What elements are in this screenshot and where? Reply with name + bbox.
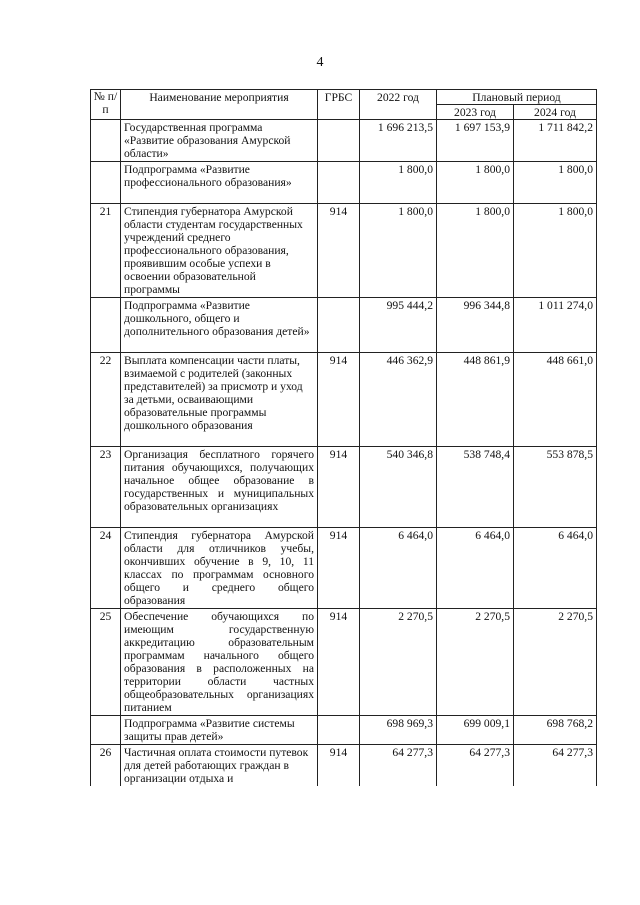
header-grbs: ГРБС	[318, 90, 360, 120]
row-2022: 64 277,3	[360, 745, 437, 787]
row-2023: 1 800,0	[437, 162, 514, 204]
row-grbs: 914	[318, 204, 360, 298]
row-2022: 1 800,0	[360, 162, 437, 204]
row-name: Стипендия губернатора Амурской области для отличников учебы, окончивших обучение в 9, 10, 11 классах по программам основного общего и среднего общего образования	[121, 528, 318, 609]
row-grbs: 914	[318, 353, 360, 447]
row-2024: 1 711 842,2	[514, 120, 597, 162]
row-name: Организация бесплатного горячего питания обучающихся, получающих начальное общее образование в государственных и муниципальных образовательных организациях	[121, 447, 318, 528]
row-grbs: 914	[318, 528, 360, 609]
header-2022: 2022 год	[360, 90, 437, 120]
header-num: № п/п	[91, 90, 121, 120]
row-num: 26	[91, 745, 121, 787]
table-row	[91, 528, 597, 609]
row-2024: 698 768,2	[514, 716, 597, 745]
header-2024: 2024 год	[514, 105, 597, 120]
row-num	[91, 298, 121, 353]
row-grbs	[318, 162, 360, 204]
row-grbs	[318, 716, 360, 745]
table-row-subprogram-preschool	[91, 298, 597, 353]
row-name: Обеспечение обучающихся по имеющим государственную аккредитацию образовательным программам начального общего образования в расположенных на территории области частных общеобразовательных организациях питанием	[121, 609, 318, 716]
row-name: Подпрограмма «Развитие системы защиты прав детей»	[121, 716, 318, 745]
row-name: Подпрограмма «Развитие дошкольного, общего и дополнительного образования детей»	[121, 298, 318, 353]
row-2023: 6 464,0	[437, 528, 514, 609]
row-2023: 448 861,9	[437, 353, 514, 447]
row-name: Подпрограмма «Развитие профессионального образования»	[121, 162, 318, 204]
row-2024: 448 661,0	[514, 353, 597, 447]
row-name: Государственная программа «Развитие образования Амурской области»	[121, 120, 318, 162]
row-2022: 1 800,0	[360, 204, 437, 298]
row-grbs: 914	[318, 447, 360, 528]
row-num: 23	[91, 447, 121, 528]
row-name: Выплата компенсации части платы, взимаемой с родителей (законных представителей) за присмотр и уход за детьми, осваивающими образовательные программы дошкольного образования	[121, 353, 318, 447]
row-num	[91, 162, 121, 204]
table-row-subprogram-professional	[91, 162, 597, 204]
row-num: 21	[91, 204, 121, 298]
row-2024: 2 270,5	[514, 609, 597, 716]
row-grbs	[318, 298, 360, 353]
row-2023: 1 800,0	[437, 204, 514, 298]
row-name: Частичная оплата стоимости путевок для детей работающих граждан в организации отдыха и	[121, 745, 318, 787]
row-2023: 699 009,1	[437, 716, 514, 745]
row-2022: 995 444,2	[360, 298, 437, 353]
row-num	[91, 120, 121, 162]
row-2023: 996 344,8	[437, 298, 514, 353]
row-grbs: 914	[318, 745, 360, 787]
row-2022: 698 969,3	[360, 716, 437, 745]
row-2022: 1 696 213,5	[360, 120, 437, 162]
row-num: 25	[91, 609, 121, 716]
header-planned-period: Плановый период	[437, 90, 597, 105]
row-2023: 64 277,3	[437, 745, 514, 787]
row-2022: 6 464,0	[360, 528, 437, 609]
header-name: Наименование мероприятия	[121, 90, 318, 120]
row-num: 22	[91, 353, 121, 447]
row-2023: 1 697 153,9	[437, 120, 514, 162]
budget-table	[90, 89, 597, 786]
row-2022: 2 270,5	[360, 609, 437, 716]
row-name: Стипендия губернатора Амурской области студентам государственных учреждений среднего профессионального образования, проявившим особые успехи в освоении образовательной программы	[121, 204, 318, 298]
row-num: 24	[91, 528, 121, 609]
header-2023: 2023 год	[437, 105, 514, 120]
table-row	[91, 609, 597, 716]
row-2024: 553 878,5	[514, 447, 597, 528]
table-row	[91, 447, 597, 528]
row-2023: 2 270,5	[437, 609, 514, 716]
row-2022: 446 362,9	[360, 353, 437, 447]
table-row	[91, 204, 597, 298]
row-2024: 1 800,0	[514, 162, 597, 204]
row-2023: 538 748,4	[437, 447, 514, 528]
table-row	[91, 353, 597, 447]
row-2024: 6 464,0	[514, 528, 597, 609]
row-2024: 1 011 274,0	[514, 298, 597, 353]
row-grbs	[318, 120, 360, 162]
table-row	[91, 745, 597, 787]
row-2024: 1 800,0	[514, 204, 597, 298]
row-2024: 64 277,3	[514, 745, 597, 787]
row-grbs: 914	[318, 609, 360, 716]
page-number: 4	[316, 55, 324, 70]
row-2022: 540 346,8	[360, 447, 437, 528]
row-num	[91, 716, 121, 745]
table-row-subprogram-child-rights	[91, 716, 597, 745]
table-row-state-program	[91, 120, 597, 162]
